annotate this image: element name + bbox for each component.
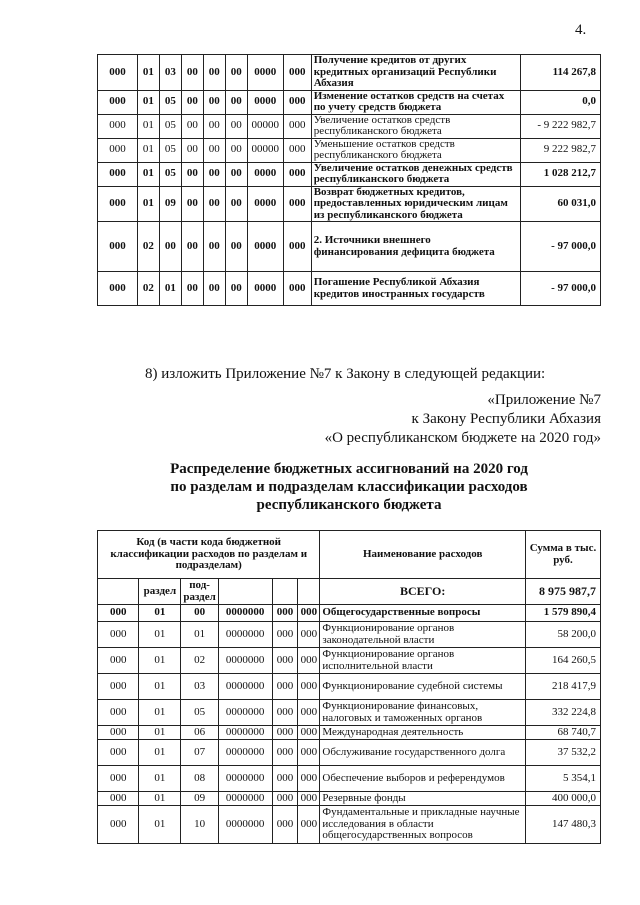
code-cell: 000 xyxy=(283,138,311,162)
code-cell: 0000 xyxy=(247,222,283,272)
amount-cell: 60 031,0 xyxy=(521,186,601,222)
table-row xyxy=(98,186,601,222)
name-cell: Функционирование финансовых, налоговых и таможенных органов xyxy=(320,700,526,726)
code-cell: 00 xyxy=(181,605,218,622)
header-blank xyxy=(98,579,139,605)
code-cell: 05 xyxy=(159,90,181,114)
code-cell: 0000 xyxy=(247,162,283,186)
code-cell: 01 xyxy=(139,648,181,674)
table-row xyxy=(98,766,601,792)
table-row xyxy=(98,726,601,740)
code-cell: 02 xyxy=(137,222,159,272)
amount-cell: 5 354,1 xyxy=(525,766,600,792)
code-cell: 00 xyxy=(225,186,247,222)
code-cell: 01 xyxy=(139,622,181,648)
header-blank xyxy=(298,579,320,605)
amount-cell: 147 480,3 xyxy=(525,806,600,844)
code-cell: 01 xyxy=(137,114,159,138)
header-name: Наименование расходов xyxy=(320,531,526,579)
code-cell: 000 xyxy=(98,90,138,114)
code-cell: 0000000 xyxy=(218,605,272,622)
amount-cell: 0,0 xyxy=(521,90,601,114)
code-cell: 0000 xyxy=(247,186,283,222)
amount-cell: 164 260,5 xyxy=(525,648,600,674)
code-cell: 0000000 xyxy=(218,700,272,726)
amount-cell: 1 579 890,4 xyxy=(525,605,600,622)
code-cell: 0000000 xyxy=(218,674,272,700)
code-cell: 000 xyxy=(98,766,139,792)
code-cell: 000 xyxy=(98,186,138,222)
code-cell: 06 xyxy=(181,726,218,740)
code-cell: 09 xyxy=(159,186,181,222)
code-cell: 000 xyxy=(283,186,311,222)
code-cell: 0000000 xyxy=(218,622,272,648)
code-cell: 01 xyxy=(159,272,181,306)
code-cell: 00 xyxy=(203,90,225,114)
code-cell: 00 xyxy=(159,222,181,272)
code-cell: 01 xyxy=(139,792,181,806)
code-cell: 07 xyxy=(181,740,218,766)
header-blank xyxy=(272,579,298,605)
code-cell: 05 xyxy=(159,114,181,138)
code-cell: 01 xyxy=(139,806,181,844)
code-cell: 00 xyxy=(225,162,247,186)
code-cell: 00 xyxy=(203,114,225,138)
appendix-line-3: «О республиканском бюджете на 2020 год» xyxy=(324,430,601,446)
code-cell: 000 xyxy=(298,605,320,622)
code-cell: 00 xyxy=(203,222,225,272)
name-cell: Функционирование органов законодательной власти xyxy=(320,622,526,648)
table-row xyxy=(98,114,601,138)
code-cell: 0000 xyxy=(247,55,283,91)
code-cell: 00 xyxy=(181,222,203,272)
name-cell: Уменьшение остатков средств республиканского бюджета xyxy=(311,138,520,162)
amount-cell: 218 417,9 xyxy=(525,674,600,700)
code-cell: 000 xyxy=(283,272,311,306)
code-cell: 01 xyxy=(137,162,159,186)
code-cell: 10 xyxy=(181,806,218,844)
title-line-3: республиканского бюджета xyxy=(256,497,442,513)
code-cell: 000 xyxy=(272,806,298,844)
table-row xyxy=(98,272,601,306)
code-cell: 000 xyxy=(98,114,138,138)
code-cell: 0000000 xyxy=(218,648,272,674)
code-cell: 00 xyxy=(203,272,225,306)
code-cell: 0000000 xyxy=(218,766,272,792)
code-cell: 00 xyxy=(181,114,203,138)
amount-cell: 37 532,2 xyxy=(525,740,600,766)
name-cell: Общегосударственные вопросы xyxy=(320,605,526,622)
code-cell: 000 xyxy=(98,162,138,186)
code-cell: 08 xyxy=(181,766,218,792)
amount-cell: 9 222 982,7 xyxy=(521,138,601,162)
total-amount: 8 975 987,7 xyxy=(525,579,600,605)
name-cell: Обслуживание государственного долга xyxy=(320,740,526,766)
code-cell: 05 xyxy=(159,138,181,162)
name-cell: Возврат бюджетных кредитов, предоставленных юридическим лицам из республиканского бюджета xyxy=(311,186,520,222)
code-cell: 000 xyxy=(283,55,311,91)
table-row xyxy=(98,90,601,114)
code-cell: 000 xyxy=(283,222,311,272)
code-cell: 0000000 xyxy=(218,806,272,844)
table-row xyxy=(98,792,601,806)
title-line-2: по разделам и подразделам классификации расходов xyxy=(170,479,528,495)
header-sum: Сумма в тыс. руб. xyxy=(525,531,600,579)
code-cell: 000 xyxy=(98,605,139,622)
code-cell: 000 xyxy=(298,700,320,726)
name-cell: Увеличение остатков средств республиканского бюджета xyxy=(311,114,520,138)
code-cell: 00 xyxy=(203,162,225,186)
code-cell: 00 xyxy=(181,55,203,91)
name-cell: Международная деятельность xyxy=(320,726,526,740)
code-cell: 000 xyxy=(98,700,139,726)
code-cell: 00 xyxy=(203,138,225,162)
sources-table xyxy=(97,54,601,306)
code-cell: 000 xyxy=(98,726,139,740)
code-cell: 02 xyxy=(181,648,218,674)
code-cell: 000 xyxy=(98,806,139,844)
code-cell: 00000 xyxy=(247,138,283,162)
table-row xyxy=(98,55,601,91)
appendix-line-2: к Закону Республики Абхазия xyxy=(411,411,601,427)
code-cell: 000 xyxy=(283,90,311,114)
code-cell: 01 xyxy=(181,622,218,648)
table-row xyxy=(98,162,601,186)
code-cell: 05 xyxy=(181,700,218,726)
code-cell: 01 xyxy=(137,55,159,91)
name-cell: Функционирование органов исполнительной власти xyxy=(320,648,526,674)
code-cell: 00 xyxy=(225,222,247,272)
code-cell: 00 xyxy=(181,90,203,114)
code-cell: 000 xyxy=(98,55,138,91)
code-cell: 01 xyxy=(139,766,181,792)
code-cell: 000 xyxy=(298,726,320,740)
amount-cell: - 97 000,0 xyxy=(521,272,601,306)
code-cell: 000 xyxy=(272,726,298,740)
code-cell: 000 xyxy=(272,605,298,622)
code-cell: 01 xyxy=(139,700,181,726)
name-cell: Функционирование судебной системы xyxy=(320,674,526,700)
code-cell: 000 xyxy=(298,806,320,844)
amount-cell: 1 028 212,7 xyxy=(521,162,601,186)
table-row xyxy=(98,806,601,844)
amount-cell: 58 200,0 xyxy=(525,622,600,648)
code-cell: 000 xyxy=(272,674,298,700)
code-cell: 000 xyxy=(272,622,298,648)
code-cell: 0000000 xyxy=(218,726,272,740)
total-label: ВСЕГО: xyxy=(320,579,526,605)
code-cell: 000 xyxy=(98,648,139,674)
code-cell: 000 xyxy=(298,766,320,792)
expenditure-table xyxy=(97,530,601,844)
code-cell: 000 xyxy=(283,162,311,186)
table-row xyxy=(98,222,601,272)
name-cell: Изменение остатков средств на счетах по учету средств бюджета xyxy=(311,90,520,114)
name-cell: Обеспечение выборов и референдумов xyxy=(320,766,526,792)
code-cell: 02 xyxy=(137,272,159,306)
code-cell: 000 xyxy=(272,740,298,766)
code-cell: 000 xyxy=(298,648,320,674)
code-cell: 01 xyxy=(137,90,159,114)
code-cell: 000 xyxy=(298,674,320,700)
name-cell: Резервные фонды xyxy=(320,792,526,806)
code-cell: 00 xyxy=(203,186,225,222)
code-cell: 00 xyxy=(225,55,247,91)
header-code: Код (в части кода бюджетной классификации расходов по разделам и подразделам) xyxy=(98,531,320,579)
code-cell: 0000 xyxy=(247,90,283,114)
appendix-line-1: «Приложение №7 xyxy=(487,392,601,408)
page-number: 4. xyxy=(575,22,587,38)
code-cell: 0000000 xyxy=(218,792,272,806)
code-cell: 000 xyxy=(98,674,139,700)
table-row xyxy=(98,138,601,162)
table-row xyxy=(98,648,601,674)
name-cell: Погашение Республикой Абхазия кредитов иностранных государств xyxy=(311,272,520,306)
amount-cell: 332 224,8 xyxy=(525,700,600,726)
name-cell: Фундаментальные и прикладные научные исследования в области общегосударственных вопросов xyxy=(320,806,526,844)
code-cell: 000 xyxy=(272,700,298,726)
code-cell: 01 xyxy=(139,740,181,766)
code-cell: 01 xyxy=(139,674,181,700)
code-cell: 00 xyxy=(225,114,247,138)
code-cell: 00 xyxy=(181,162,203,186)
code-cell: 000 xyxy=(283,114,311,138)
code-cell: 000 xyxy=(272,792,298,806)
title-line-1: Распределение бюджетных ассигнований на 2020 год xyxy=(170,461,528,477)
amount-cell: - 9 222 982,7 xyxy=(521,114,601,138)
code-cell: 00 xyxy=(225,90,247,114)
code-cell: 03 xyxy=(159,55,181,91)
code-cell: 00000 xyxy=(247,114,283,138)
code-cell: 0000000 xyxy=(218,740,272,766)
code-cell: 03 xyxy=(181,674,218,700)
section-title xyxy=(97,460,601,514)
code-cell: 01 xyxy=(137,186,159,222)
code-cell: 00 xyxy=(203,55,225,91)
table-row xyxy=(98,605,601,622)
amount-cell: 68 740,7 xyxy=(525,726,600,740)
code-cell: 00 xyxy=(225,272,247,306)
code-cell: 000 xyxy=(272,766,298,792)
code-cell: 000 xyxy=(98,222,138,272)
code-cell: 01 xyxy=(139,726,181,740)
name-cell: Увеличение остатков денежных средств республиканского бюджета xyxy=(311,162,520,186)
code-cell: 00 xyxy=(181,272,203,306)
table-row xyxy=(98,622,601,648)
code-cell: 000 xyxy=(98,792,139,806)
table-row xyxy=(98,740,601,766)
code-cell: 0000 xyxy=(247,272,283,306)
table-row xyxy=(98,674,601,700)
name-cell: 2. Источники внешнего финансирования дефицита бюджета xyxy=(311,222,520,272)
code-cell: 01 xyxy=(137,138,159,162)
amount-cell: - 97 000,0 xyxy=(521,222,601,272)
header-blank xyxy=(218,579,272,605)
code-cell: 000 xyxy=(98,740,139,766)
code-cell: 000 xyxy=(298,622,320,648)
code-cell: 09 xyxy=(181,792,218,806)
code-cell: 00 xyxy=(225,138,247,162)
header-podrazdel: под-раздел xyxy=(181,579,218,605)
amount-cell: 114 267,8 xyxy=(521,55,601,91)
amount-cell: 400 000,0 xyxy=(525,792,600,806)
code-cell: 000 xyxy=(98,622,139,648)
code-cell: 000 xyxy=(98,138,138,162)
amendment-paragraph: 8) изложить Приложение №7 к Закону в следующей редакции: xyxy=(145,366,546,382)
code-cell: 01 xyxy=(139,605,181,622)
code-cell: 00 xyxy=(181,138,203,162)
table-row xyxy=(98,700,601,726)
header-razdel: раздел xyxy=(139,579,181,605)
code-cell: 000 xyxy=(298,792,320,806)
code-cell: 000 xyxy=(272,648,298,674)
code-cell: 05 xyxy=(159,162,181,186)
code-cell: 000 xyxy=(298,740,320,766)
code-cell: 00 xyxy=(181,186,203,222)
code-cell: 000 xyxy=(98,272,138,306)
name-cell: Получение кредитов от других кредитных организаций Республики Абхазия xyxy=(311,55,520,91)
